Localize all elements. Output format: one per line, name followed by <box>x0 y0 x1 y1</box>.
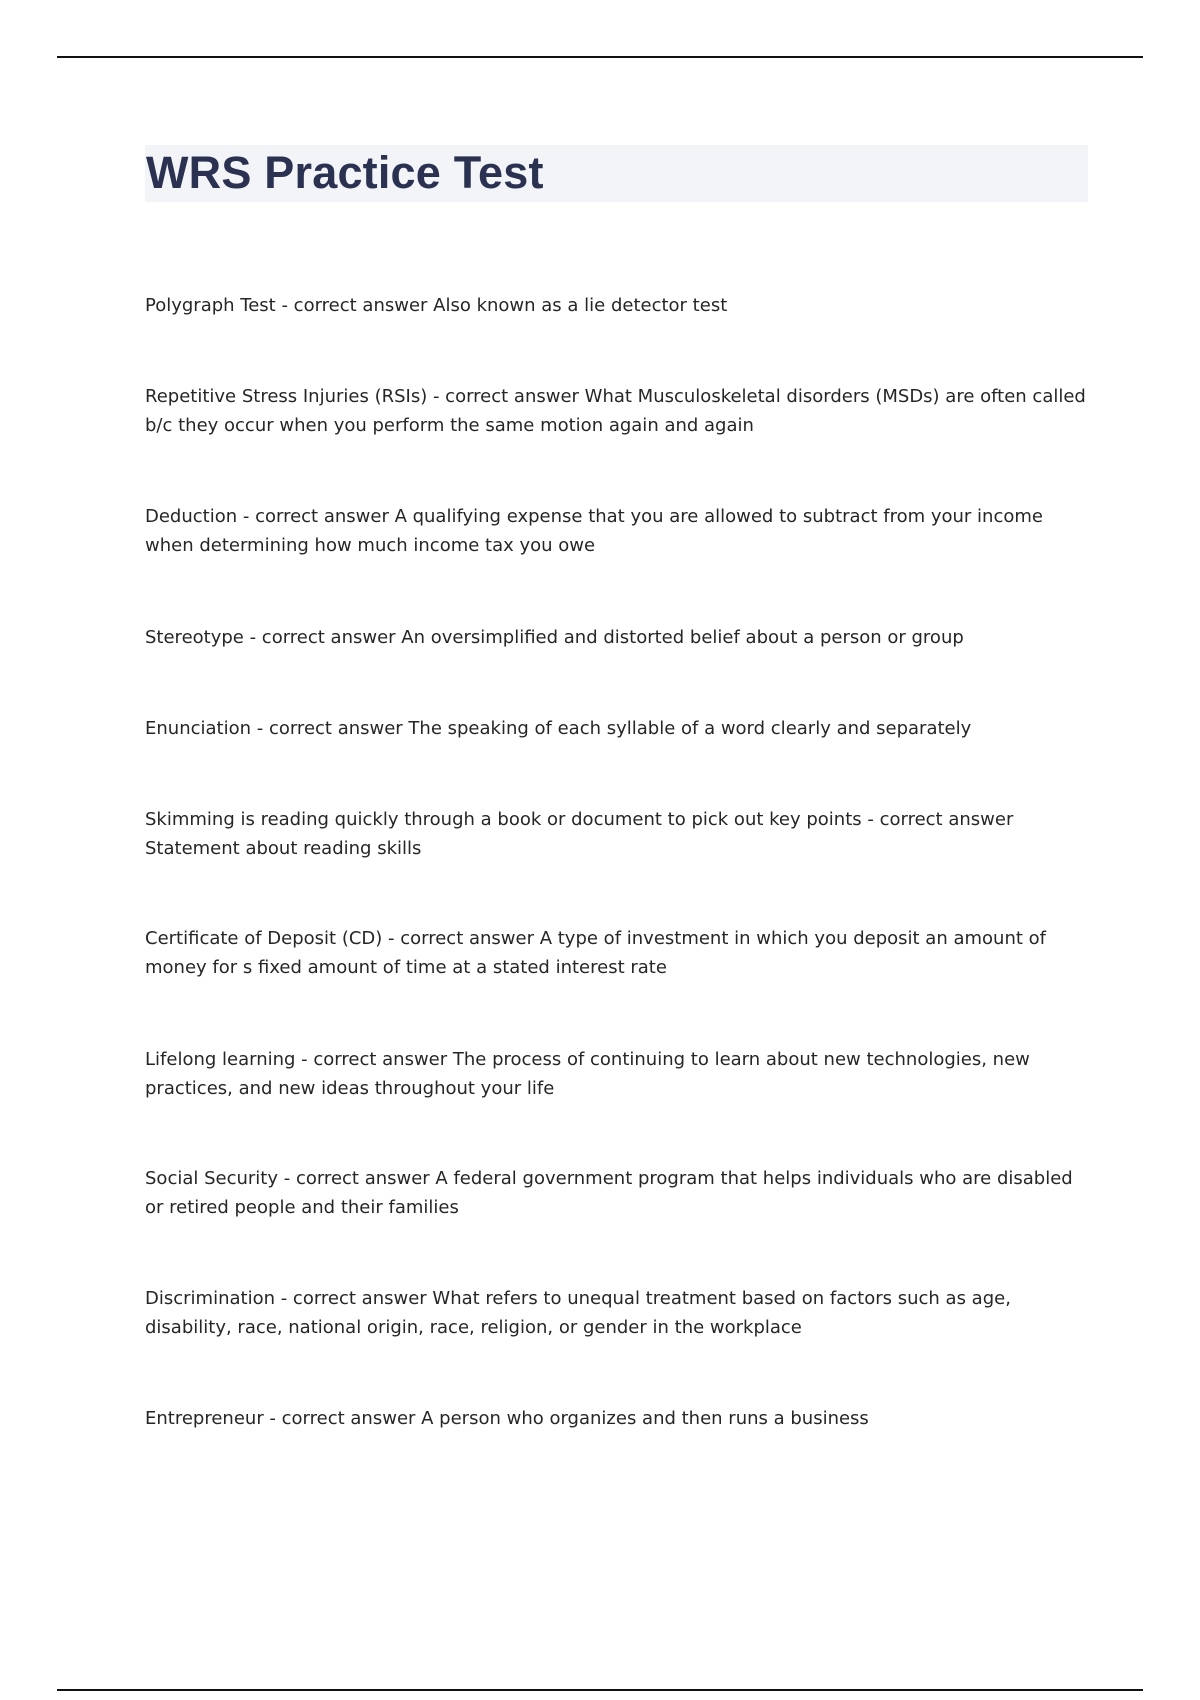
entry-certificate-deposit: Certificate of Deposit (CD) - correct answer A type of investment in which you deposit an amount of money for s fixed amount of time at a stated interest rate <box>145 928 1046 978</box>
entry-lifelong-learning: Lifelong learning - correct answer The process of continuing to learn about new technologies, new practices, and new ideas throughout your life <box>145 1049 1030 1099</box>
entry-social-security: Social Security - correct answer A federal government program that helps individuals who are disabled or retired people and their families <box>145 1168 1073 1218</box>
entry-stereotype: Stereotype - correct answer An oversimplified and distorted belief about a person or group <box>145 627 964 648</box>
entry-polygraph-test: Polygraph Test - correct answer Also known as a lie detector test <box>145 295 728 316</box>
entry-repetitive-stress: Repetitive Stress Injuries (RSIs) - correct answer What Musculoskeletal disorders (MSDs) are often called b/c they occur when you perform the same motion again and again <box>145 386 1086 436</box>
entry-enunciation: Enunciation - correct answer The speaking of each syllable of a word clearly and separately <box>145 718 972 739</box>
entry-discrimination: Discrimination - correct answer What refers to unequal treatment based on factors such as age, disability, race, national origin, race, religion, or gender in the workplace <box>145 1288 1011 1338</box>
entry-entrepreneur: Entrepreneur - correct answer A person who organizes and then runs a business <box>145 1408 869 1429</box>
entry-skimming: Skimming is reading quickly through a book or document to pick out key points - correct answer Statement about reading skills <box>145 809 1014 859</box>
page-title: WRS Practice Test <box>146 147 544 198</box>
header-rule <box>57 56 1143 58</box>
footer-rule <box>57 1689 1143 1691</box>
entry-deduction: Deduction - correct answer A qualifying expense that you are allowed to subtract from your income when determining how much income tax you owe <box>145 506 1043 556</box>
